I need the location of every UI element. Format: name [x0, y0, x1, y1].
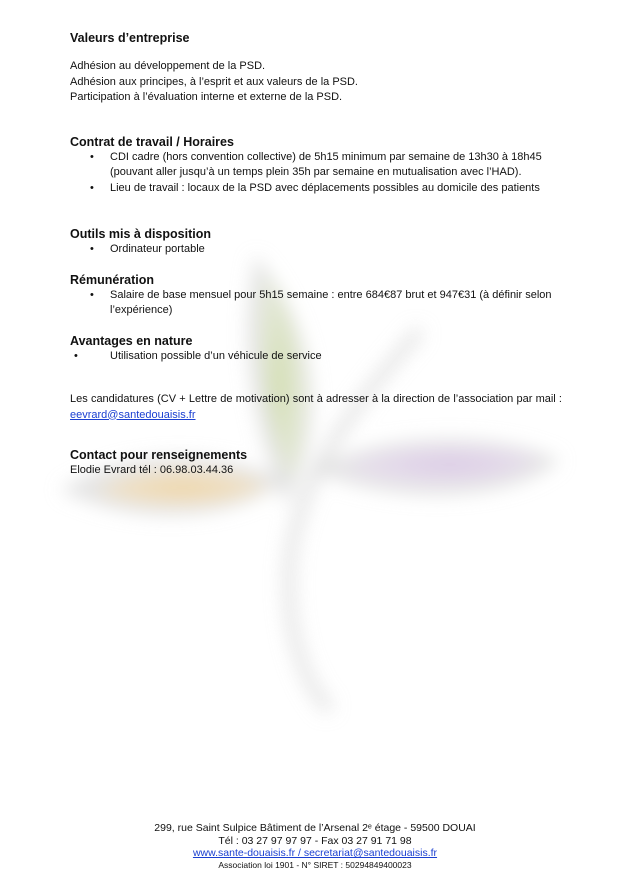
heading-remuneration: Rémunération — [70, 272, 155, 287]
list-item: • Lieu de travail : locaux de la PSD avec déplacements possibles au domicile des patients — [70, 181, 562, 197]
section-contrat — [70, 134, 562, 197]
list-item: • Utilisation possible d’un véhicule de service — [70, 349, 562, 365]
contrat-list — [70, 150, 562, 197]
heading-contact: Contact pour renseignements — [70, 448, 248, 462]
heading-valeurs: Valeurs d’entreprise — [70, 31, 190, 45]
contact-line: Elodie Evrard tél : 06.98.03.44.36 — [70, 464, 234, 476]
remuneration-list — [70, 288, 562, 319]
heading-avantages: Avantages en nature — [70, 333, 193, 348]
valeurs-line-3: Participation à l’évaluation interne et externe de la PSD. — [70, 91, 343, 103]
heading-outils: Outils mis à disposition — [70, 227, 211, 241]
avantages-list — [70, 349, 562, 365]
list-item: • Ordinateur portable — [70, 242, 562, 258]
list-item: • CDI cadre (hors convention collective) de 5h15 minimum par semaine de 13h30 à 18h45 (pouvant aller jusqu’à un temps plein 35h par semaine en mutualisation avec l’HAD). — [70, 150, 562, 181]
email-link[interactable]: eevrard@santedouaisis.fr — [70, 408, 196, 421]
section-valeurs — [70, 30, 562, 106]
valeurs-line-2: Adhésion aux principes, à l’esprit et aux valeurs de la PSD. — [70, 75, 358, 88]
valeurs-line-1: Adhésion au développement de la PSD. — [70, 60, 266, 72]
page-footer — [0, 822, 630, 871]
outils-list — [70, 242, 562, 258]
candidature-text: Les candidatures (CV + Lettre de motivation) sont à adresser à la direction de l’association par mail : — [70, 393, 562, 405]
heading-contrat: Contrat de travail / Horaires — [70, 134, 234, 149]
document-body — [70, 30, 562, 479]
candidature-paragraph — [70, 392, 562, 423]
footer-legal: Association loi 1901 - N° SIRET : 50294849400023 — [218, 859, 412, 870]
section-outils — [70, 226, 562, 258]
footer-phone: Tél : 03 27 97 97 97 - Fax 03 27 91 71 98 — [218, 834, 412, 847]
footer-address: 299, rue Saint Sulpice Bâtiment de l’Arsenal 2ᵉ étage - 59500 DOUAI — [154, 822, 476, 834]
list-item: • Salaire de base mensuel pour 5h15 semaine : entre 684€87 brut et 947€31 (à définir selon l’expérience) — [70, 288, 562, 319]
footer-links[interactable]: www.sante-douaisis.fr / secretariat@santedouaisis.fr — [192, 847, 438, 859]
section-avantages — [70, 333, 562, 365]
section-remuneration — [70, 272, 562, 319]
section-contact — [70, 447, 562, 479]
